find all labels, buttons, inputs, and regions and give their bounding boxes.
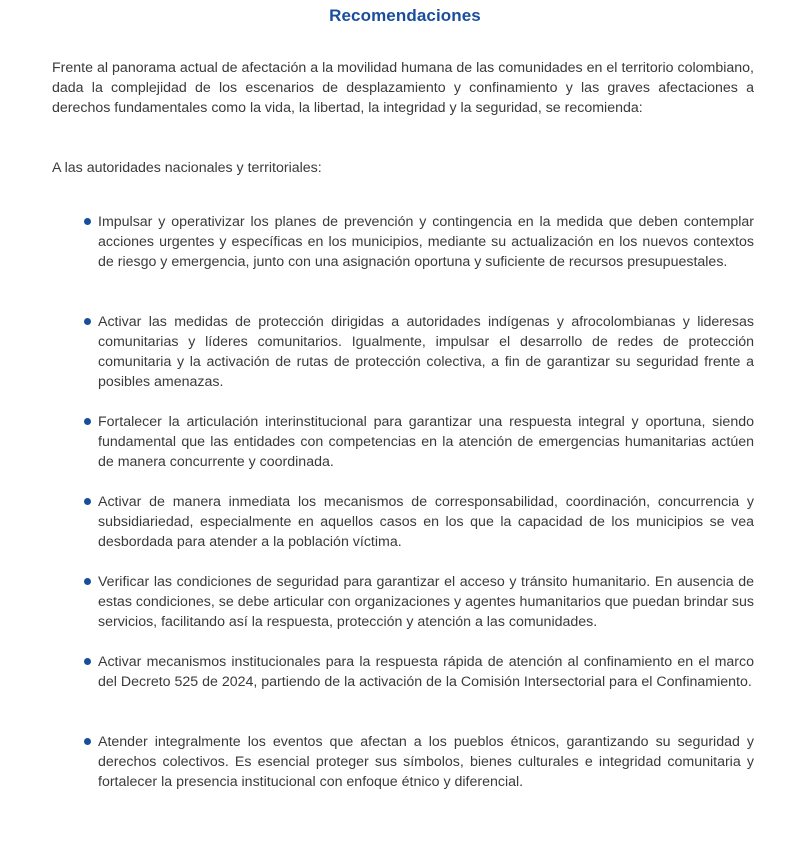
recommendation-text: Impulsar y operativizar los planes de prevención y contingencia en la medida que deben contemplar acciones urgentes y específicas en los municipios, mediante su actualización en los nuevos contextos de riesgo y emergencia, junto con una asignación oportuna y suficiente de recursos presupuestales. xyxy=(98,214,754,270)
recommendation-text: Atender integralmente los eventos que afectan a los pueblos étnicos, garantizando su seguridad y derechos colectivos. Es esencial proteger sus símbolos, bienes culturales e integridad comunitaria y fortalecer la presencia institucional con enfoque étnico y diferencial. xyxy=(98,734,754,790)
section-title: Recomendaciones xyxy=(329,6,481,25)
recommendation-text: Activar las medidas de protección dirigidas a autoridades indígenas y afrocolombianas y lideresas comunitarias y líderes comunitarios. Igualmente, impulsar el desarrollo de redes de protección comunitaria y la activación de rutas de protección colectiva, a fin de garantizar su seguridad frente a posibles amenazas. xyxy=(98,314,754,390)
list-item xyxy=(98,312,754,392)
bullet-icon xyxy=(84,578,91,585)
bullet-icon xyxy=(84,218,91,225)
recommendation-text: Activar mecanismos institucionales para la respuesta rápida de atención al confinamiento en el marco del Decreto 525 de 2024, partiendo de la activación de la Comisión Intersectorial para el Confinamiento. xyxy=(98,654,754,690)
list-item xyxy=(98,412,754,472)
bullet-icon xyxy=(84,418,91,425)
list-item xyxy=(98,652,754,692)
bullet-icon xyxy=(84,318,91,325)
list-item xyxy=(98,572,754,632)
intro-paragraph: Frente al panorama actual de afectación a la movilidad humana de las comunidades en el territorio colombiano, dada la complejidad de los escenarios de desplazamiento y confinamiento y las graves afectaciones a derechos fundamentales como la vida, la libertad, la integridad y la seguridad, se recomienda: xyxy=(52,60,754,116)
recommendation-text: Fortalecer la articulación interinstitucional para garantizar una respuesta integral y oportuna, siendo fundamental que las entidades con competencias en la atención de emergencias humanitarias actúen de manera concurrente y coordinada. xyxy=(98,414,754,470)
list-item xyxy=(98,212,754,272)
bullet-icon xyxy=(84,658,91,665)
lead-paragraph: A las autoridades nacionales y territoriales: xyxy=(52,160,322,176)
list-item xyxy=(98,492,754,552)
recommendation-text: Activar de manera inmediata los mecanismos de corresponsabilidad, coordinación, concurrencia y subsidiariedad, especialmente en aquellos casos en los que la capacidad de los municipios se vea desbordada para atender a la población víctima. xyxy=(98,494,754,550)
list-item xyxy=(98,732,754,792)
bullet-icon xyxy=(84,738,91,745)
bullet-icon xyxy=(84,498,91,505)
recommendation-text: Verificar las condiciones de seguridad para garantizar el acceso y tránsito humanitario. En ausencia de estas condiciones, se debe articular con organizaciones y agentes humanitarios que puedan brindar sus servicios, facilitando así la respuesta, protección y atención a las comunidades. xyxy=(98,574,754,630)
